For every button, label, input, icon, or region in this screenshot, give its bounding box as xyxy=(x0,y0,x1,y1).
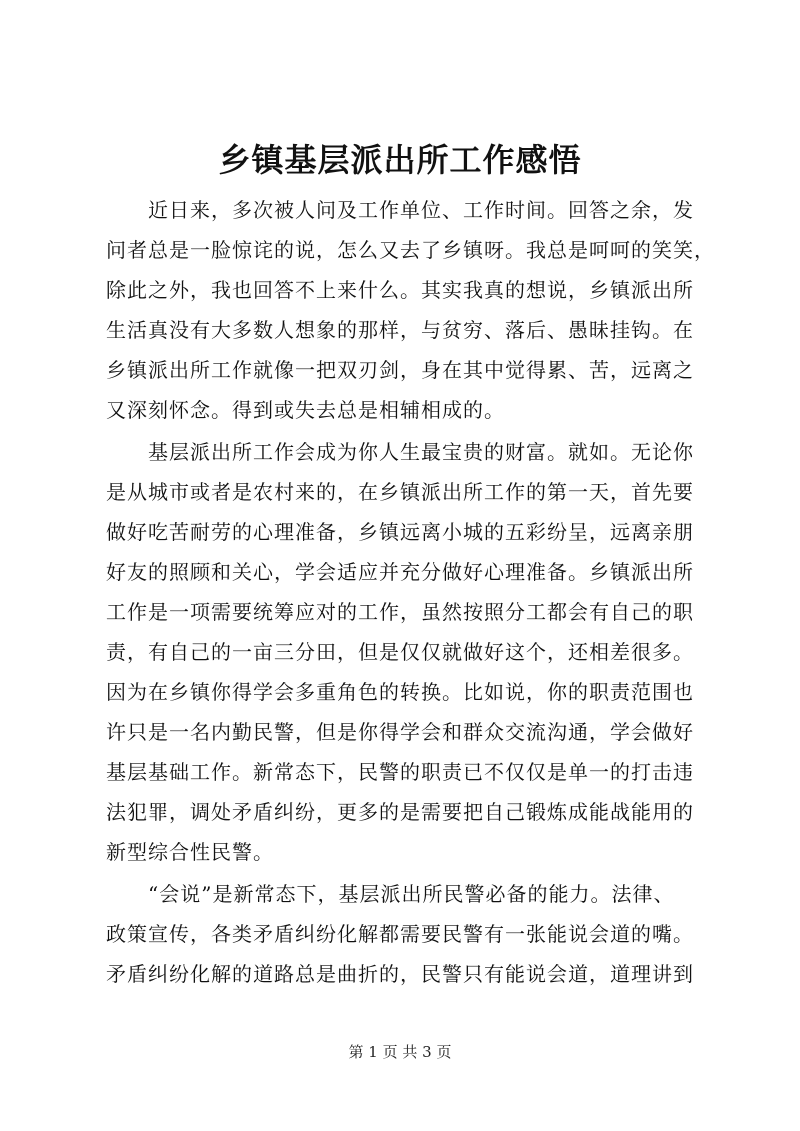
text-line: 又深刻怀念。得到或失去总是相辅相成的。 xyxy=(106,398,505,422)
text-line: 生活真没有大多数人想象的那样，与贫穷、落后、愚昧挂钩。在 xyxy=(106,318,694,342)
text-line: 工作是一项需要统筹应对的工作，虽然按照分工都会有自己的职 xyxy=(106,600,694,624)
text-line: 是从城市或者是农村来的，在乡镇派出所工作的第一天，首先要 xyxy=(106,480,694,504)
text-line: 除此之外，我也回答不上来什么。其实我真的想说，乡镇派出所 xyxy=(106,278,694,302)
text-line: 新型综合性民警。 xyxy=(106,840,274,864)
text-line: 近日来，多次被人问及工作单位、工作时间。回答之余，发 xyxy=(148,198,694,222)
paragraph-3 xyxy=(106,874,706,994)
text-line: “会说”是新常态下，基层派出所民警必备的能力。法律、 xyxy=(148,882,675,906)
text-line: 好友的照顾和关心，学会适应并充分做好心理准备。乡镇派出所 xyxy=(106,560,694,584)
text-line: 基层基础工作。新常态下，民警的职责已不仅仅是单一的打击违 xyxy=(106,760,694,784)
text-line: 基层派出所工作会成为你人生最宝贵的财富。就如。无论你 xyxy=(148,440,694,464)
text-line: 因为在乡镇你得学会多重角色的转换。比如说，你的职责范围也 xyxy=(106,680,694,704)
paragraph-2 xyxy=(106,432,706,872)
text-line: 做好吃苦耐劳的心理准备，乡镇远离小城的五彩纷呈，远离亲朋 xyxy=(106,520,694,544)
text-line: 许只是一名内勤民警，但是你得学会和群众交流沟通，学会做好 xyxy=(106,720,694,744)
document-body xyxy=(106,190,715,994)
paragraph-1 xyxy=(106,190,715,430)
text-line: 乡镇派出所工作就像一把双刃剑，身在其中觉得累、苦，远离之 xyxy=(106,358,694,382)
text-line: 问者总是一脸惊诧的说，怎么又去了乡镇呀。我总是呵呵的笑笑， xyxy=(106,238,715,262)
text-line: 责，有自己的一亩三分田，但是仅仅就做好这个，还相差很多。 xyxy=(106,640,694,664)
text-line: 矛盾纠纷化解的道路总是曲折的，民警只有能说会道，道理讲到 xyxy=(106,962,694,986)
document-title: 乡镇基层派出所工作感悟 xyxy=(218,141,582,179)
text-line: 法犯罪，调处矛盾纠纷，更多的是需要把自己锻炼成能战能用的 xyxy=(106,800,694,824)
page-number: 第 1 页 共 3 页 xyxy=(348,1043,452,1061)
text-line: 政策宣传，各类矛盾纠纷化解都需要民警有一张能说会道的嘴。 xyxy=(106,922,694,946)
